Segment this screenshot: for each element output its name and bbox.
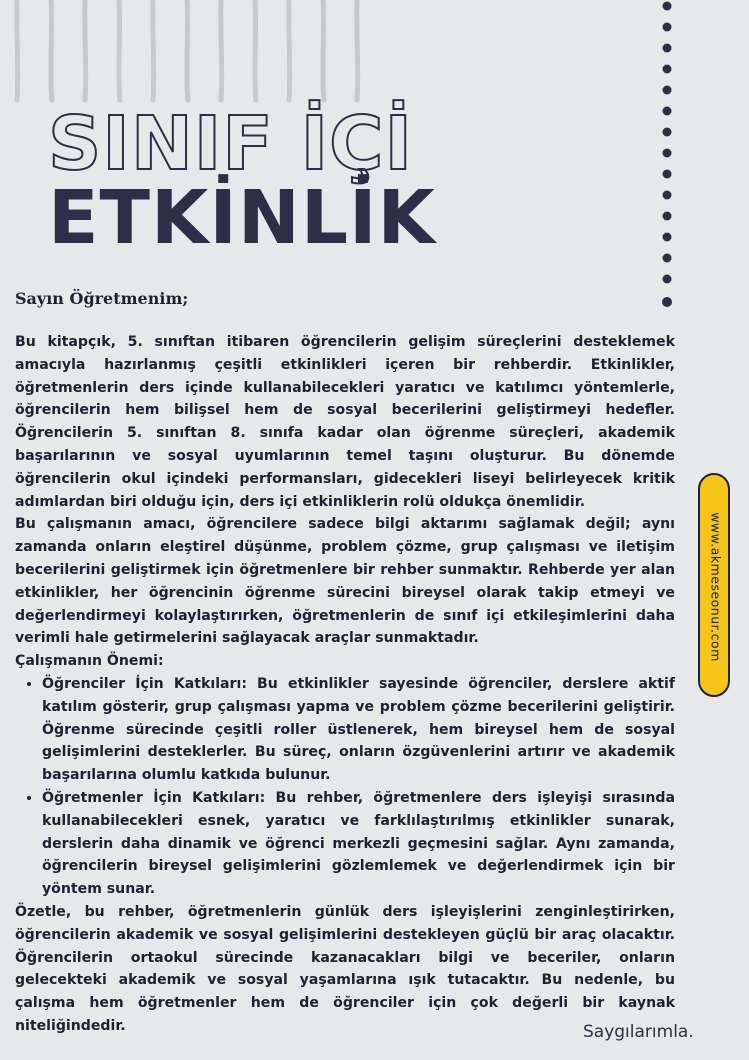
intro-paragraph: Bu kitapçık, 5. sınıftan itibaren öğrencilerin gelişim süreçlerini desteklemek amacıyla hazırlanmış çeşitli etkinlikleri içeren bir rehberdir. Etkinlikler, öğretmenlerin ders içinde kullanabilecekleri yaratıcı ve katılımcı yöntemlerle, öğrencilerin hem bilişsel hem de sosyal becerilerini geliştirmeyi hedefler. Öğrencilerin 5. sınıftan 8. sınıfa kadar olan öğrenme süreçleri, akademik başarılarının ve sosyal uyumlarının temel taşını oluşturur. Bu dönemde öğrencilerin okul içindeki performansları, gidecekleri liseyi belirleyecek kritik adımlardan biri olduğu için, ders içi etkinliklerin rolü oldukça önemlidir. xyxy=(15,334,675,510)
dot xyxy=(663,107,672,116)
stripe xyxy=(289,0,290,100)
greeting: Sayın Öğretmenim; xyxy=(15,289,189,308)
stripe xyxy=(357,0,358,100)
dot xyxy=(663,212,672,221)
website-badge xyxy=(698,473,730,697)
dot xyxy=(663,65,672,74)
stripe xyxy=(255,0,256,100)
dot xyxy=(663,254,672,263)
dot xyxy=(663,233,672,242)
stripe xyxy=(187,0,188,100)
dot xyxy=(663,86,672,95)
stripe xyxy=(51,0,52,100)
stripe xyxy=(119,0,120,100)
list-item-teachers: • Öğretmenler İçin Katkıları: Bu rehber, öğretmenlere ders işleyişi sırasında kullanabilecekleri esnek, yaratıcı ve farklılaştırılmış etkinlikler sunarak, derslerin daha dinamik ve öğrenci merkezli geçmesini sağlar. Aynı zamanda, öğrencilerin bireysel gelişimlerini gözlemlemek ve değerlendirmek için bir yöntem sunar. xyxy=(42,787,675,901)
dot xyxy=(663,191,672,200)
stripe xyxy=(17,0,18,100)
title-line-2: ETKİNLİK xyxy=(48,175,436,261)
dot xyxy=(663,2,672,11)
purpose-paragraph: Bu çalışmanın amacı, öğrencilere sadece bilgi aktarımı sağlamak değil; aynı zamanda onların eleştirel düşünme, problem çözme, grup çalışması ve iletişim becerilerini geliştirmek için öğretmenlere bir rehber sunmaktır. Rehberde yer alan etkinlikler, her öğrencinin öğrenme sürecini bireysel olarak takip etmeyi ve değerlendirmeyi kolaylaştırırken, öğretmenlerin de sınıf içi etkileşimlerini daha verimli hale getirmelerini sağlayacak araçlar sunmaktadır. xyxy=(15,516,675,647)
decorative-stripes xyxy=(0,0,380,110)
website-url: www.akmeseonur.com xyxy=(708,512,724,662)
dot xyxy=(663,275,672,284)
dot xyxy=(663,170,672,179)
stripe xyxy=(323,0,324,100)
title-line-1: SINIF İÇİ xyxy=(48,101,413,187)
stripe xyxy=(153,0,154,100)
dot xyxy=(663,44,672,53)
summary-paragraph: Özetle, bu rehber, öğretmenlerin günlük ders işleyişlerini zenginleştirirken, öğrencilerin akademik ve sosyal gelişimlerini destekleyen güçlü bir araç olacaktır. Öğrencilerin ortaokul sürecinde kazanacakları bilgi ve beceriler, onların gelecekteki akademik ve sosyal yaşamlarına ışık tutacaktır. Bu nedenle, bu çalışma hem öğretmenler hem de öğrenciler için çok değerli bir kaynak niteliğindedir. xyxy=(15,903,675,1034)
decorative-dot-column xyxy=(660,0,674,315)
dot xyxy=(662,297,672,307)
list-item-students: • Öğrenciler İçin Katkıları: Bu etkinlikler sayesinde öğrenciler, derslere aktif katılım gösterir, grup çalışması yapma ve problem çözme becerilerini geliştirir. Öğrenme sürecinde çeşitli roller üstlenerek, hem bireysel hem de sosyal gelişimlerini desteklerler. Bu süreç, onların özgüvenlerini artırır ve akademik başarılarına olumlu katkıda bulunur. xyxy=(42,673,675,787)
stripe xyxy=(221,0,222,100)
importance-list xyxy=(15,673,675,901)
dot xyxy=(663,149,672,158)
dot xyxy=(663,128,672,137)
importance-heading: Çalışmanın Önemi: xyxy=(15,653,164,670)
signoff: Saygılarımla. xyxy=(583,1022,694,1042)
stripe xyxy=(85,0,86,100)
dot xyxy=(663,23,672,32)
body-text xyxy=(15,331,675,1038)
